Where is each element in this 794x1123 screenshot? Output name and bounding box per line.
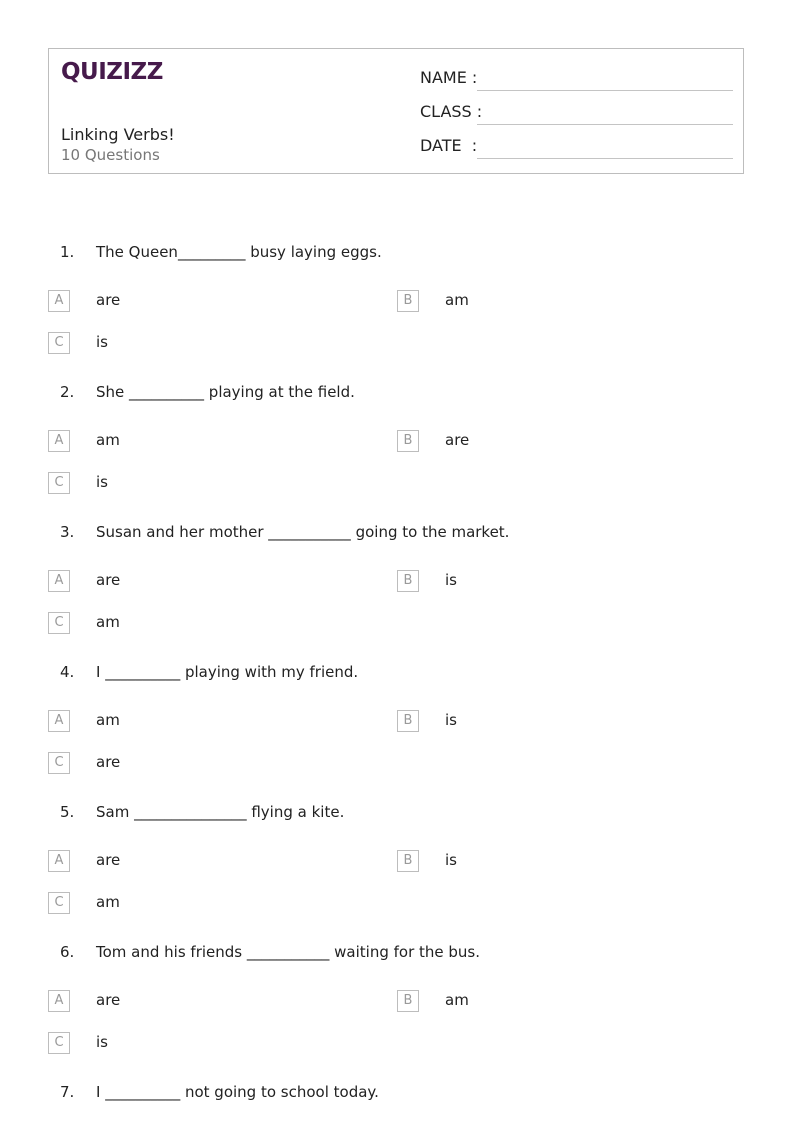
class-field[interactable] <box>420 102 733 126</box>
option-letter-box[interactable]: C <box>48 752 70 774</box>
option-text: are <box>96 291 121 309</box>
date-label: DATE : <box>420 136 478 155</box>
class-label: CLASS : <box>420 102 483 121</box>
name-line[interactable] <box>477 90 733 91</box>
question-count: 10 Questions <box>61 146 160 164</box>
option-letter-box[interactable]: B <box>397 430 419 452</box>
date-line[interactable] <box>477 158 733 159</box>
option-text: are <box>96 991 121 1009</box>
option-letter-box[interactable]: C <box>48 892 70 914</box>
option-text: are <box>96 571 121 589</box>
option-text: are <box>445 431 470 449</box>
option-text: is <box>96 333 108 351</box>
worksheet-title: Linking Verbs! <box>61 125 175 144</box>
question-text: I __________ not going to school today. <box>96 1083 379 1101</box>
option-text: is <box>445 711 457 729</box>
worksheet-header <box>48 48 744 174</box>
option-letter-box[interactable]: B <box>397 570 419 592</box>
question-number: 4. <box>60 663 75 681</box>
option-letter-box[interactable]: B <box>397 990 419 1012</box>
option-text: are <box>96 753 121 771</box>
question-text: The Queen_________ busy laying eggs. <box>96 243 382 261</box>
option-letter-box[interactable]: C <box>48 1032 70 1054</box>
option-letter-box[interactable]: B <box>397 850 419 872</box>
option-text: am <box>96 893 120 911</box>
question-number: 1. <box>60 243 75 261</box>
question-number: 3. <box>60 523 75 541</box>
question-number: 7. <box>60 1083 75 1101</box>
question-number: 2. <box>60 383 75 401</box>
option-text: is <box>445 571 457 589</box>
option-letter-box[interactable]: B <box>397 290 419 312</box>
option-letter-box[interactable]: A <box>48 850 70 872</box>
option-text: am <box>96 711 120 729</box>
name-label: NAME : <box>420 68 478 87</box>
question-text: Susan and her mother ___________ going to the market. <box>96 523 510 541</box>
option-text: is <box>96 1033 108 1051</box>
option-letter-box[interactable]: A <box>48 710 70 732</box>
question-text: Sam _______________ flying a kite. <box>96 803 345 821</box>
option-letter-box[interactable]: A <box>48 570 70 592</box>
question-text: I __________ playing with my friend. <box>96 663 359 681</box>
question-number: 6. <box>60 943 75 961</box>
option-letter-box[interactable]: A <box>48 290 70 312</box>
question-text: Tom and his friends ___________ waiting for the bus. <box>96 943 481 961</box>
question-text: She __________ playing at the field. <box>96 383 355 401</box>
option-text: is <box>96 473 108 491</box>
option-letter-box[interactable]: B <box>397 710 419 732</box>
option-text: am <box>445 291 469 309</box>
date-field[interactable] <box>420 136 733 160</box>
option-text: am <box>96 431 120 449</box>
option-text: is <box>445 851 457 869</box>
option-letter-box[interactable]: C <box>48 332 70 354</box>
option-text: are <box>96 851 121 869</box>
option-text: am <box>96 613 120 631</box>
question-number: 5. <box>60 803 75 821</box>
class-line[interactable] <box>477 124 733 125</box>
option-letter-box[interactable]: C <box>48 472 70 494</box>
quizizz-logo: QUIZIZZ <box>61 59 163 85</box>
option-letter-box[interactable]: C <box>48 612 70 634</box>
option-letter-box[interactable]: A <box>48 430 70 452</box>
option-letter-box[interactable]: A <box>48 990 70 1012</box>
option-text: am <box>445 991 469 1009</box>
name-field[interactable] <box>420 68 733 92</box>
